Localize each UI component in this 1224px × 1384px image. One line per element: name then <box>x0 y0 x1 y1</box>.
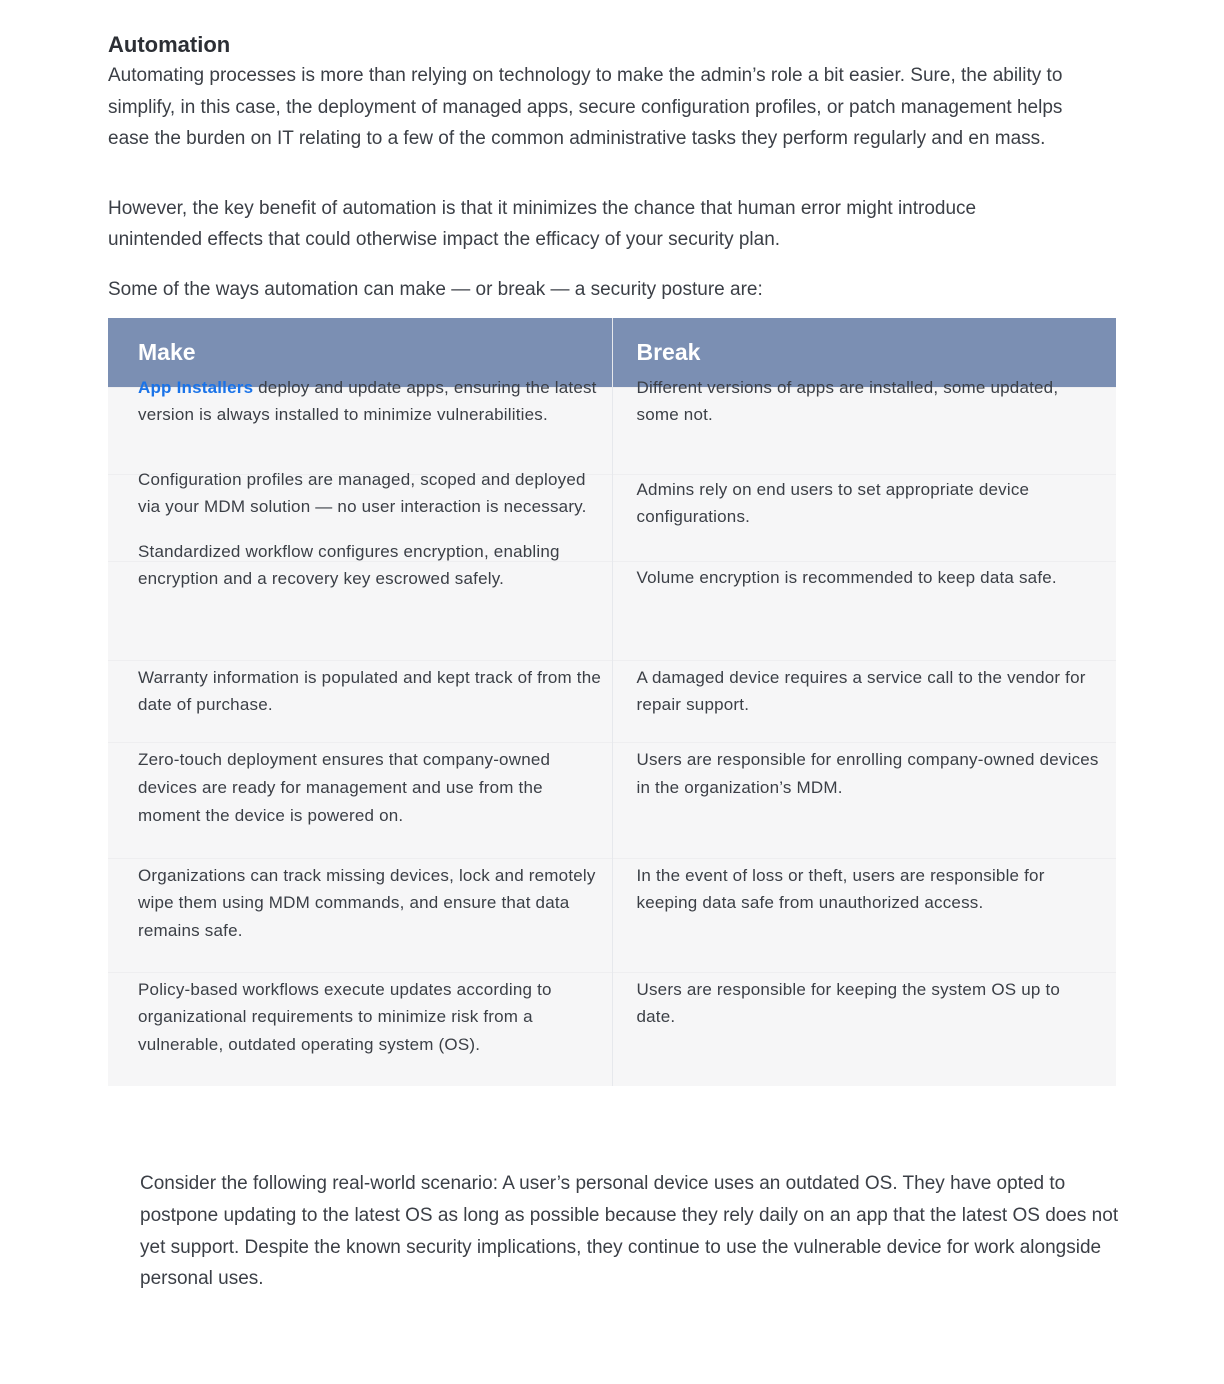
make-cell <box>108 858 612 972</box>
make-cell <box>108 541 612 660</box>
break-cell <box>612 474 1116 561</box>
break-cell <box>612 660 1116 742</box>
table-row <box>108 387 1116 474</box>
table-intro-paragraph: Some of the ways automation can make — or break — a security posture are: <box>108 278 763 300</box>
intro-paragraph: Automating processes is more than relying on technology to make the admin’s role a bit easier. Sure, the ability to simplify, in this case, the deployment of managed apps, secure configuration profiles, or patch management helps ease the burden on IT relating to a few of the common administrative tasks they perform regularly and en mass. <box>108 65 1063 150</box>
table-row <box>108 742 1116 858</box>
article-content <box>108 30 1116 1086</box>
table-row <box>108 972 1116 1086</box>
break-cell-text: Admins rely on end users to set appropriate device configurations. <box>636 479 1030 527</box>
break-cell-text: Volume encryption is recommended to keep data safe. <box>636 567 1057 587</box>
break-cell <box>612 972 1116 1086</box>
make-column-header: Make <box>108 318 612 388</box>
app-installers-link[interactable]: App Installers <box>138 377 254 397</box>
break-cell <box>612 377 1116 474</box>
make-cell-text: Organizations can track missing devices, lock and remotely wipe them using MDM commands, and ensure that data remains safe. <box>138 865 596 940</box>
make-cell-text: deploy and update apps, ensuring the latest version is always installed to minimize vulnerabilities. <box>138 377 597 425</box>
break-cell <box>612 561 1116 660</box>
table-row <box>108 858 1116 972</box>
break-column-header: Break <box>612 318 1116 388</box>
make-cell-text: Policy-based workflows execute updates according to organizational requirements to minimize risk from a vulnerable, outdated operating system (OS). <box>138 979 552 1054</box>
make-cell-text: Zero-touch deployment ensures that company-owned devices are ready for management and use from the moment the device is powered on. <box>138 749 551 825</box>
break-cell-text: Users are responsible for keeping the system OS up to date. <box>636 979 1061 1027</box>
break-cell <box>612 858 1116 972</box>
section-title: Automation <box>108 32 231 57</box>
break-cell-text: In the event of loss or theft, users are responsible for keeping data safe from unauthorized access. <box>636 865 1045 913</box>
benefit-paragraph: However, the key benefit of automation is that it minimizes the chance that human error might introduce unintended effects that could otherwise impact the efficacy of your security plan. <box>108 197 977 251</box>
break-cell <box>612 742 1116 858</box>
scenario-paragraph: Consider the following real-world scenario: A user’s personal device uses an outdated OS. They have opted to postpone updating to the latest OS as long as possible because they rely daily on an app that the latest OS does not yet support. Despite the known security implications, they continue to use the vulnerable device for work alongside personal uses. <box>140 1173 1119 1290</box>
make-cell-text: Configuration profiles are managed, scoped and deployed via your MDM solution — no user interaction is necessary. <box>138 469 587 517</box>
table-row <box>108 660 1116 742</box>
table-row <box>108 561 1116 660</box>
make-cell <box>108 742 612 858</box>
make-cell-text: Warranty information is populated and kept track of from the date of purchase. <box>138 667 602 715</box>
make-cell <box>108 972 612 1086</box>
make-cell-text: Standardized workflow configures encryption, enabling encryption and a recovery key escrowed safely. <box>138 541 560 589</box>
make-break-table <box>108 318 1116 1086</box>
break-cell-text: Users are responsible for enrolling company-owned devices in the organization’s MDM. <box>636 749 1099 797</box>
make-cell <box>108 377 612 474</box>
break-cell-text: Different versions of apps are installed, some updated, some not. <box>636 377 1059 425</box>
break-cell-text: A damaged device requires a service call to the vendor for repair support. <box>636 667 1086 715</box>
make-cell <box>108 660 612 742</box>
